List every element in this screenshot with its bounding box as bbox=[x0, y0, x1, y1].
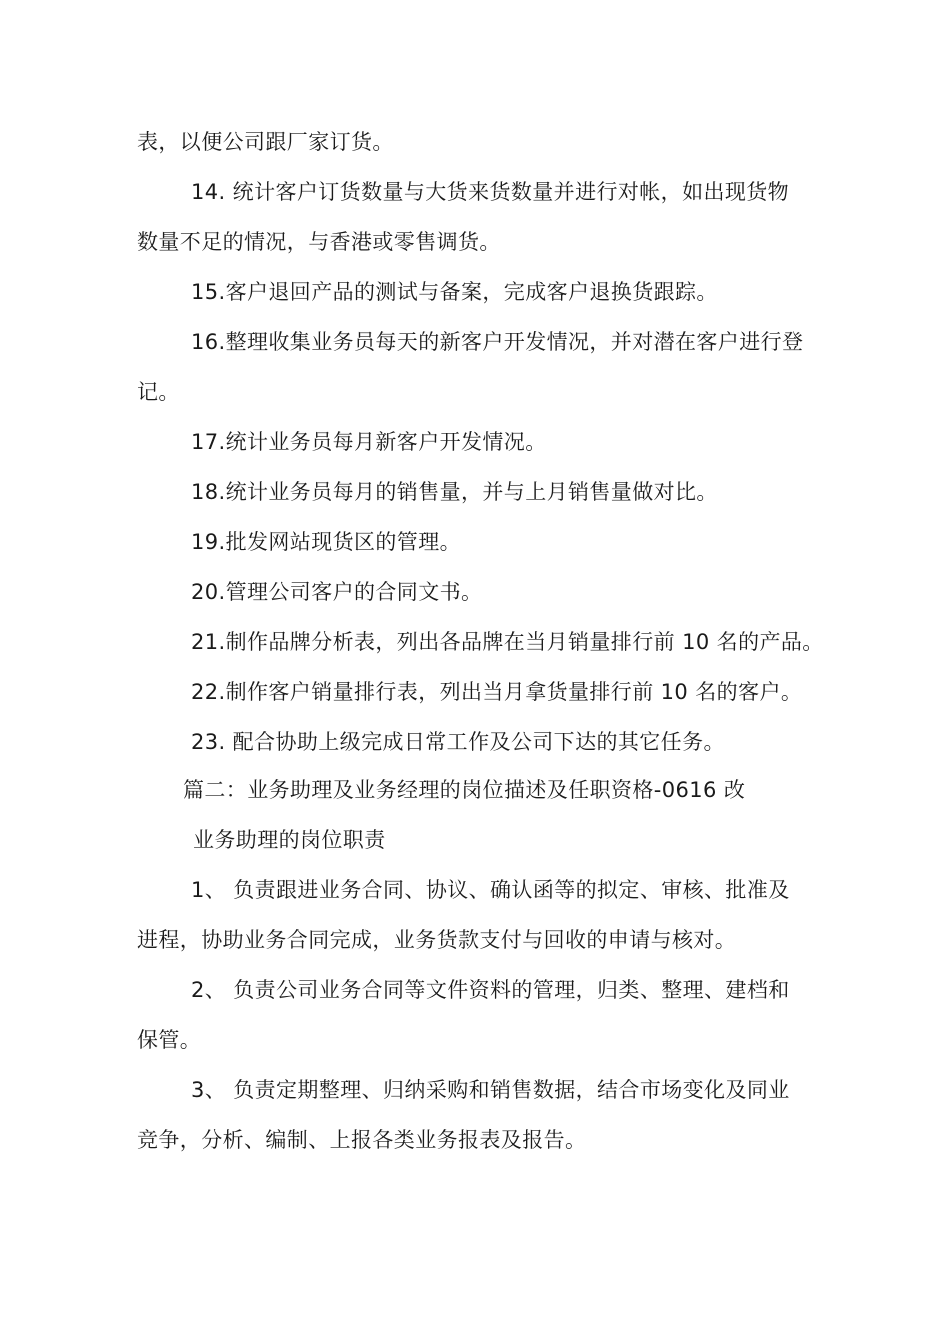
list-item-20: 20.管理公司客户的合同文书。 bbox=[191, 580, 483, 604]
list-item-14: 14. 统计客户订货数量与大货来货数量并进行对帐，如出现货物 bbox=[191, 180, 790, 204]
duty-item-2: 2、 负责公司业务合同等文件资料的管理，归类、整理、建档和 bbox=[191, 978, 790, 1002]
list-item-16: 16.整理收集业务员每天的新客户开发情况，并对潜在客户进行登 bbox=[191, 330, 804, 354]
section-heading: 篇二：业务助理及业务经理的岗位描述及任职资格-0616 改 bbox=[183, 778, 746, 802]
list-item-18: 18.统计业务员每月的销售量，并与上月销售量做对比。 bbox=[191, 480, 718, 504]
list-item-21: 21.制作品牌分析表，列出各品牌在当月销量排行前 10 名的产品。 bbox=[191, 630, 824, 654]
paragraph-line: 保管。 bbox=[137, 1028, 202, 1052]
paragraph-line: 竞争，分析、编制、上报各类业务报表及报告。 bbox=[137, 1128, 587, 1152]
section-subheading: 业务助理的岗位职责 bbox=[193, 828, 386, 852]
list-item-15: 15.客户退回产品的测试与备案，完成客户退换货跟踪。 bbox=[191, 280, 718, 304]
paragraph-line: 表，以便公司跟厂家订货。 bbox=[137, 130, 394, 154]
duty-item-1: 1、 负责跟进业务合同、协议、确认函等的拟定、审核、批准及 bbox=[191, 878, 790, 902]
list-item-22: 22.制作客户销量排行表，列出当月拿货量排行前 10 名的客户。 bbox=[191, 680, 803, 704]
paragraph-line: 记。 bbox=[137, 380, 180, 404]
paragraph-line: 进程，协助业务合同完成，业务货款支付与回收的申请与核对。 bbox=[137, 928, 737, 952]
list-item-19: 19.批发网站现货区的管理。 bbox=[191, 530, 461, 554]
list-item-17: 17.统计业务员每月新客户开发情况。 bbox=[191, 430, 547, 454]
duty-item-3: 3、 负责定期整理、归纳采购和销售数据，结合市场变化及同业 bbox=[191, 1078, 790, 1102]
paragraph-line: 数量不足的情况，与香港或零售调货。 bbox=[137, 230, 501, 254]
list-item-23: 23. 配合协助上级完成日常工作及公司下达的其它任务。 bbox=[191, 730, 725, 754]
